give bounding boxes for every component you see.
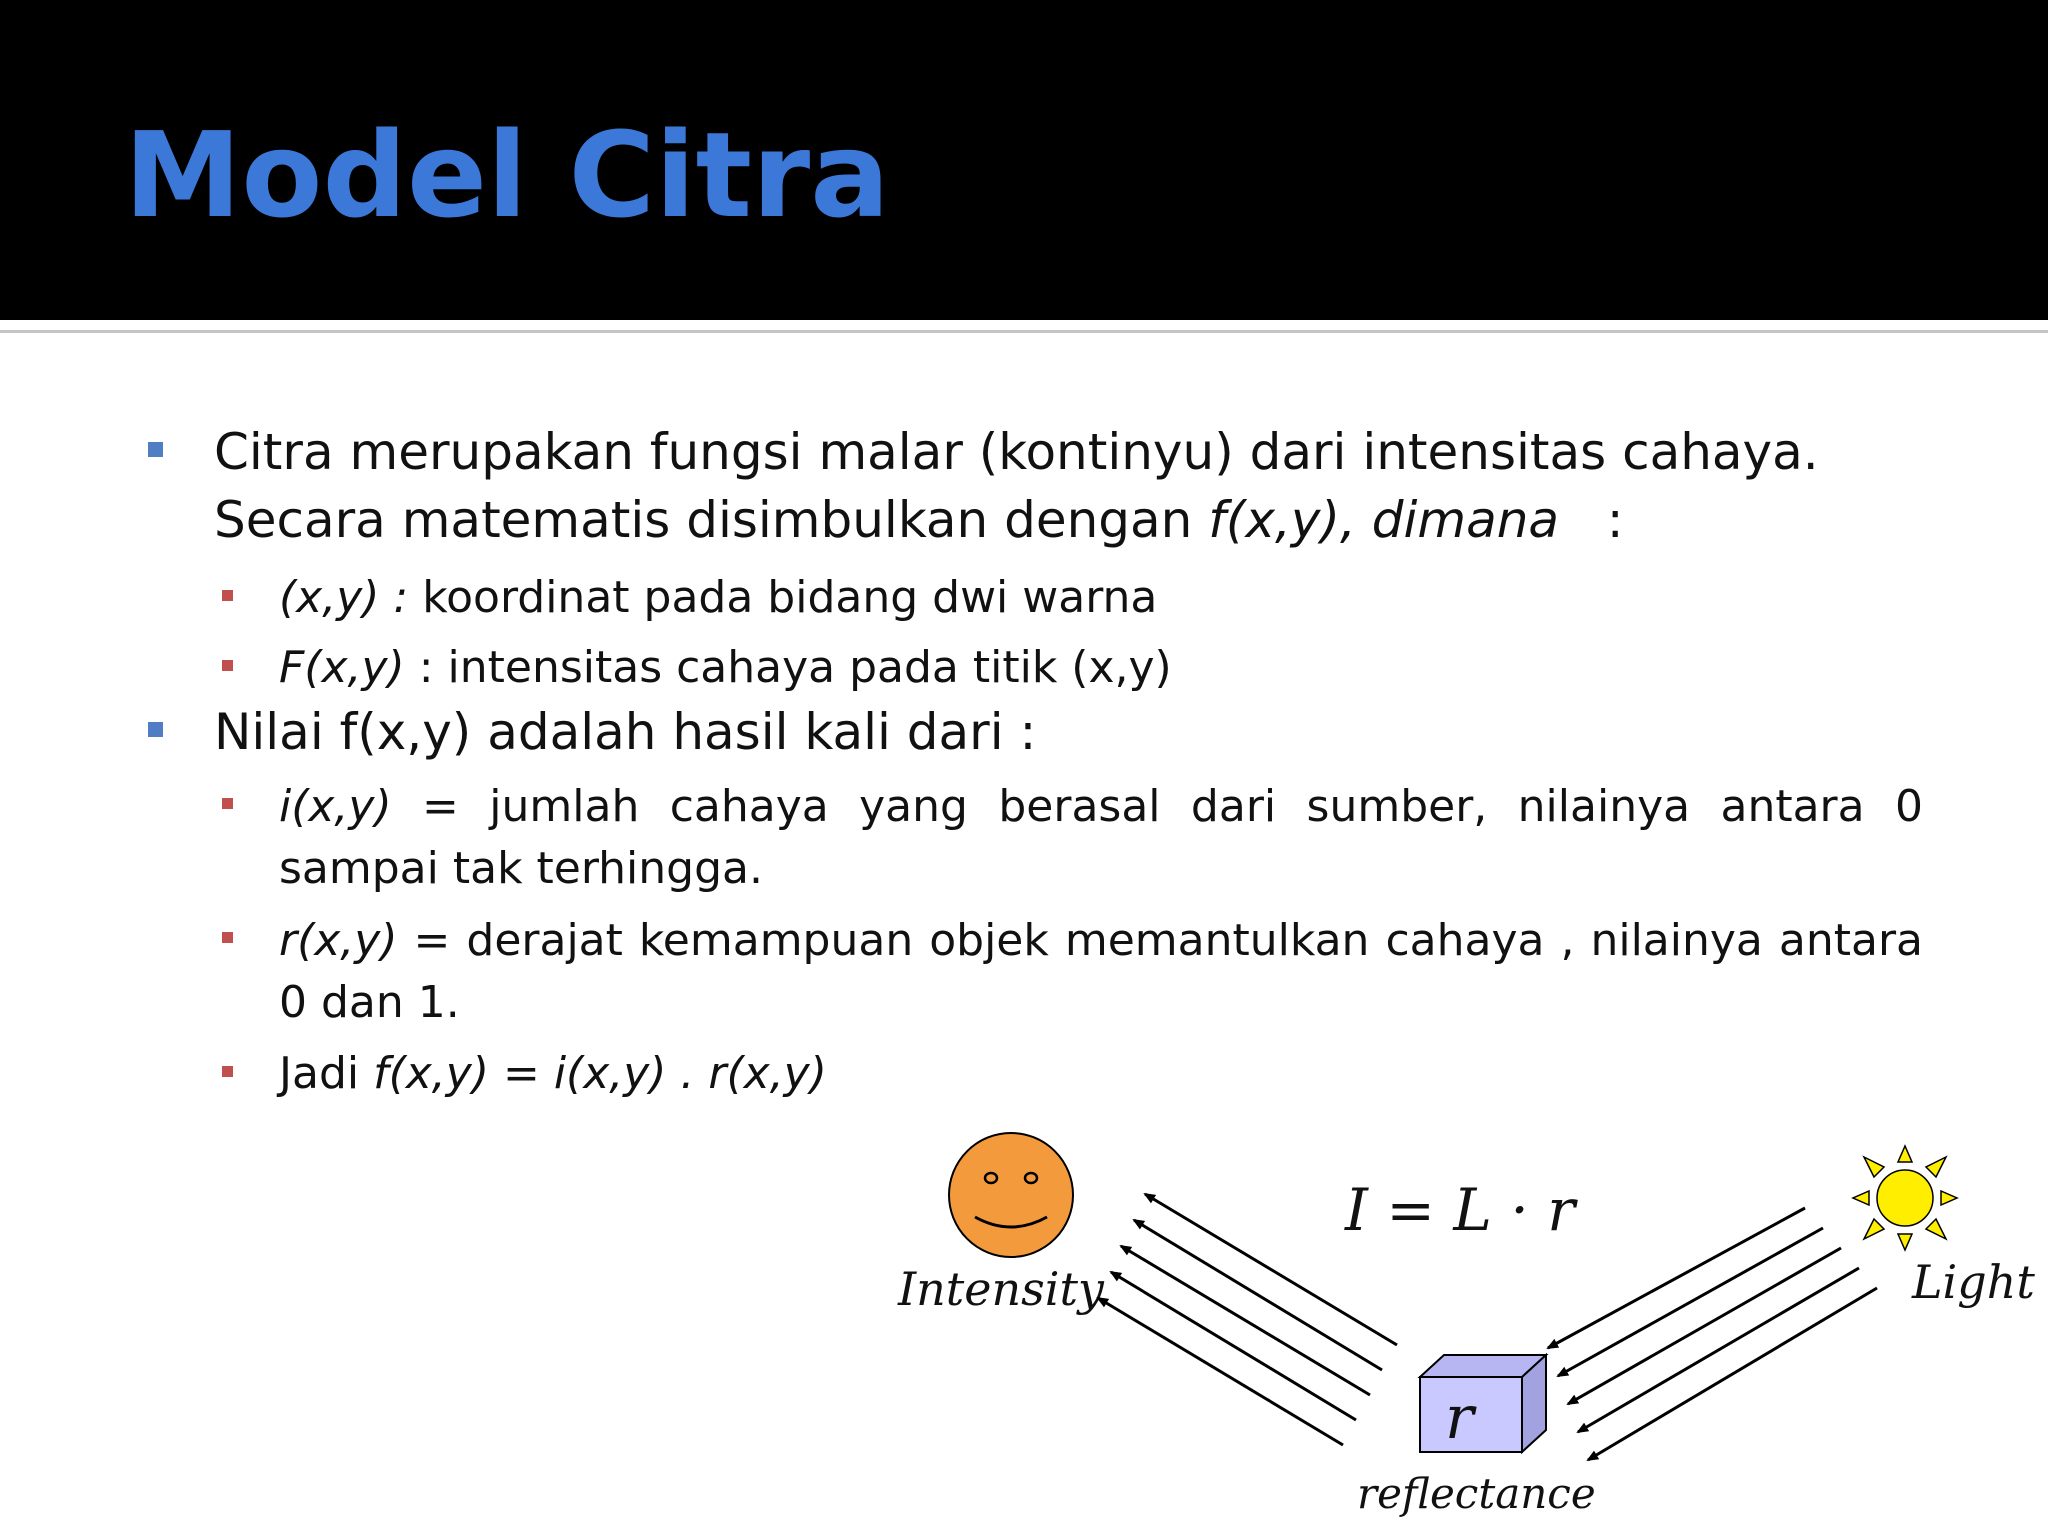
formula-text: f(x,y) = i(x,y) . r(x,y): [373, 1048, 827, 1099]
sub-bullet-term: F(x,y): [279, 642, 405, 693]
sub-bullet-term: i(x,y): [279, 781, 392, 832]
bullet-citra-definition: [140, 418, 1923, 554]
sub-bullet-reflectance: [214, 910, 1923, 1034]
bullet-product-value: [140, 698, 1923, 766]
square-bullet-icon: [222, 1066, 233, 1077]
square-bullet-icon: [222, 660, 233, 671]
bullet-text-line1: Citra merupakan fungsi malar (kontinyu) dari intensitas cahaya.: [214, 423, 1819, 481]
slide-body: [140, 418, 1923, 1114]
smiley-face-icon: [949, 1133, 1073, 1257]
sub-bullet-formula: [214, 1044, 1923, 1104]
incoming-light-rays: [1548, 1208, 1877, 1460]
title-divider-line: [0, 330, 2048, 333]
sun-icon: [1853, 1146, 1957, 1250]
sub-bullet-text: koordinat pada bidang dwi warna: [408, 572, 1158, 623]
square-bullet-icon: [222, 932, 233, 943]
reflectance-label: reflectance: [1357, 1469, 1596, 1518]
bullet-text-line2-formula: f(x,y), dimana: [1208, 491, 1560, 549]
sub-bullet-text: : intensitas cahaya pada titik (x,y): [404, 642, 1172, 693]
image-formation-diagram: [880, 1120, 2040, 1530]
intensity-label: Intensity: [898, 1262, 1104, 1316]
title-divider-gap: [0, 320, 2048, 327]
sub-bullet-illumination: [214, 776, 1923, 900]
sub-bullet-text: Jadi: [279, 1048, 374, 1099]
title-bar: [0, 0, 2048, 320]
sub-bullet-text: = jumlah cahaya yang berasal dari sumber, nilainya antara 0 sampai tak terhingga.: [279, 781, 1923, 894]
square-bullet-icon: [148, 442, 163, 457]
bullet-text-line2-prefix: Secara matematis disimbulkan dengan: [214, 491, 1209, 549]
cube-label: r: [1445, 1383, 1474, 1453]
sub-bullet-text: = derajat kemampuan objek memantulkan cahaya , nilainya antara 0 dan 1.: [279, 915, 1923, 1028]
bullet-text-line2-suffix: :: [1559, 491, 1624, 549]
sub-bullet-term: r(x,y): [279, 915, 398, 966]
light-label: Light: [1912, 1255, 2035, 1309]
sub-bullet-term: (x,y) :: [279, 572, 409, 623]
square-bullet-icon: [148, 722, 163, 737]
sub-bullet-intensity: [214, 638, 1923, 698]
slide-title: Model Citra: [124, 106, 890, 244]
square-bullet-icon: [222, 590, 233, 601]
square-bullet-icon: [222, 798, 233, 809]
sub-bullet-coordinate: [214, 568, 1923, 628]
bullet-text: Nilai f(x,y) adalah hasil kali dari :: [214, 703, 1037, 761]
equation: I = L · r: [1345, 1176, 1575, 1244]
reflectance-cube-icon: [1420, 1355, 1546, 1453]
